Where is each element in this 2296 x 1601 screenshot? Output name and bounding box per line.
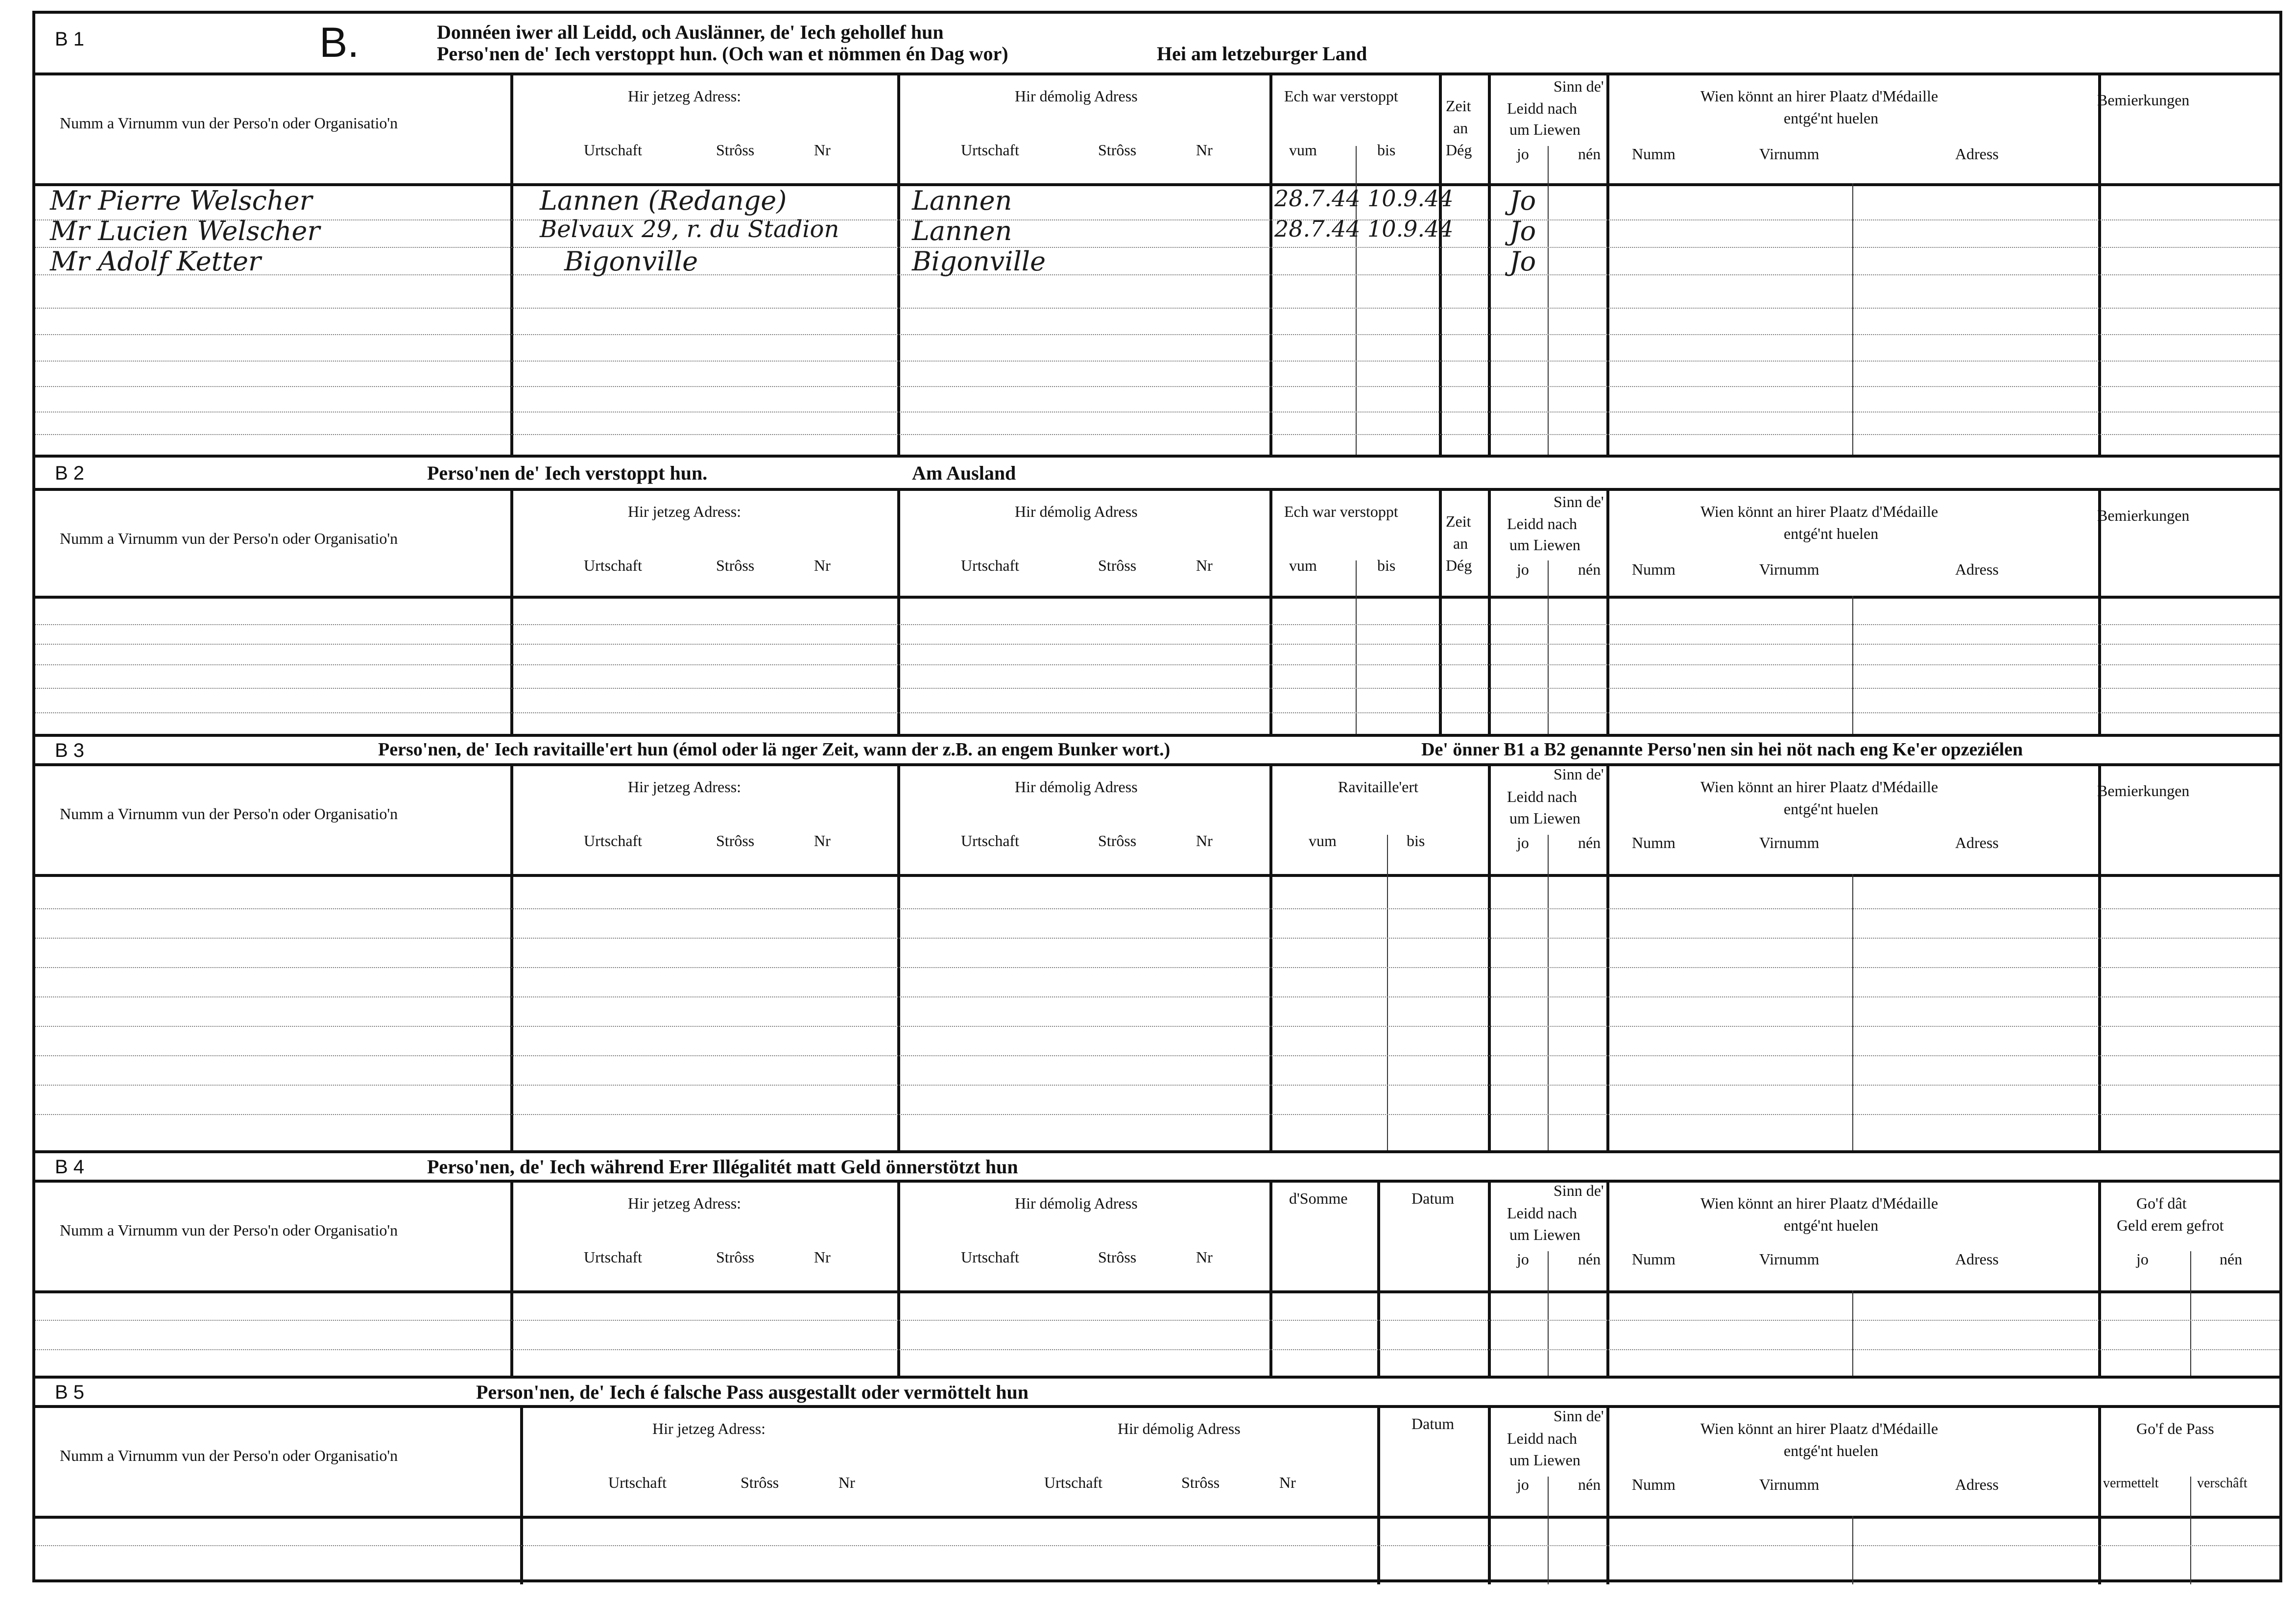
urtschaft-label: Urtschaft: [584, 832, 643, 849]
urtschaft-label: Urtschaft: [584, 557, 643, 574]
section-b2: [35, 455, 2279, 737]
alive-label-1: Sinn de': [1554, 765, 1604, 783]
name-col-label: Numm a Virnumm vun der Perso'n oder Organisatio'n: [60, 1221, 398, 1239]
section-b2-id: B 2: [55, 462, 85, 484]
alive-label-3: um Liewen: [1509, 536, 1580, 554]
nr-label: Nr: [1196, 557, 1213, 574]
medal-label-1: Wien könnt an hirer Plaatz d'Médaille: [1700, 1194, 1938, 1212]
entry-former-address: Bigonville: [912, 246, 1046, 277]
section-b2-subtitle: Am Ausland: [912, 462, 1016, 484]
medal-label-1: Wien könnt an hirer Plaatz d'Médaille: [1700, 778, 1938, 796]
adress-label: Adress: [1955, 1250, 1999, 1268]
section-b1-id: B 1: [55, 28, 85, 50]
urtschaft-label: Urtschaft: [1044, 1474, 1103, 1491]
bis-label: bis: [1407, 832, 1425, 849]
nen-label: nén: [2220, 1250, 2243, 1268]
bis-label: bis: [1377, 141, 1396, 159]
form-sheet: [32, 11, 2282, 1582]
stross-label: Strôss: [1098, 141, 1137, 159]
gof-label-1: Go'f dât: [2136, 1194, 2187, 1212]
current-address-label: Hir jetzeg Adress:: [628, 1194, 741, 1212]
nen-label: nén: [1578, 1250, 1601, 1268]
urtschaft-label: Urtschaft: [608, 1474, 667, 1491]
name-col-label: Numm a Virnumm vun der Perso'n oder Organisatio'n: [60, 114, 398, 132]
nr-label: Nr: [1196, 832, 1213, 849]
entry-name: Mr Adolf Ketter: [50, 246, 261, 277]
form-letter: B.: [319, 19, 359, 66]
stross-label: Strôss: [1098, 832, 1137, 849]
numm-label: Numm: [1632, 1250, 1675, 1268]
section-b3-note: De' önner B1 a B2 genannte Perso'nen sin hei nöt nach eng Ke'er opzeziélen: [1421, 739, 2023, 760]
current-address-label: Hir jetzeg Adress:: [628, 87, 741, 105]
date-label: Datum: [1411, 1415, 1455, 1432]
former-address-label: Hir démolig Adress: [1015, 778, 1138, 796]
alive-label-1: Sinn de': [1554, 1407, 1604, 1425]
current-address-label: Hir jetzeg Adress:: [628, 503, 741, 520]
entry-current-address: Bigonville: [564, 246, 698, 277]
alive-label-3: um Liewen: [1509, 121, 1580, 138]
form-headline-3: Hei am letzeburger Land: [1157, 43, 1367, 65]
nr-label: Nr: [838, 1474, 855, 1491]
stross-label: Strôss: [741, 1474, 779, 1491]
medal-label-2: entgé'nt huelen: [1784, 1442, 1879, 1459]
entry-hidden-to: 10.9.44: [1367, 216, 1454, 242]
urtschaft-label: Urtschaft: [584, 1248, 643, 1266]
hidden-label: Ech war verstoppt: [1284, 87, 1398, 105]
adress-label: Adress: [1955, 145, 1999, 163]
gof-pass-label: Go'f de Pass: [2136, 1420, 2214, 1437]
medal-label-1: Wien könnt an hirer Plaatz d'Médaille: [1700, 87, 1938, 105]
former-address-label: Hir démolig Adress: [1015, 503, 1138, 520]
entry-name: Mr Lucien Welscher: [50, 216, 320, 246]
zeit-label-3: Dég: [1446, 557, 1472, 574]
name-col-label: Numm a Virnumm vun der Perso'n oder Organisatio'n: [60, 1447, 398, 1464]
section-b2-title: Perso'nen de' Iech verstoppt hun.: [427, 462, 708, 484]
urtschaft-label: Urtschaft: [961, 832, 1020, 849]
virnumm-label: Virnumm: [1759, 1250, 1819, 1268]
zeit-label-2: an: [1453, 534, 1468, 552]
section-b4-title: Perso'nen, de' Iech während Erer Illégalitét matt Geld önnerstötzt hun: [427, 1156, 1018, 1178]
entry-hidden-from: 28.7.44: [1274, 185, 1361, 212]
entry-hidden-to: 10.9.44: [1367, 185, 1454, 212]
stross-label: Strôss: [716, 832, 755, 849]
medal-label-2: entgé'nt huelen: [1784, 800, 1879, 818]
adress-label: Adress: [1955, 1476, 1999, 1493]
former-address-label: Hir démolig Adress: [1015, 1194, 1138, 1212]
date-label: Datum: [1411, 1189, 1455, 1207]
remarks-label: Bemierkungen: [2097, 782, 2190, 800]
verschaft-label: verschâft: [2197, 1476, 2248, 1491]
bis-label: bis: [1377, 557, 1396, 574]
jo-label: jo: [2136, 1250, 2149, 1268]
nr-label: Nr: [814, 141, 831, 159]
former-address-label: Hir démolig Adress: [1118, 1420, 1241, 1437]
alive-label-2: Leidd nach: [1507, 788, 1578, 805]
zeit-label-1: Zeit: [1446, 97, 1471, 115]
alive-label-1: Sinn de': [1554, 493, 1604, 510]
section-b1: [35, 14, 2279, 455]
adress-label: Adress: [1955, 560, 1999, 578]
alive-label-3: um Liewen: [1509, 1451, 1580, 1469]
numm-label: Numm: [1632, 560, 1675, 578]
adress-label: Adress: [1955, 834, 1999, 851]
name-col-label: Numm a Virnumm vun der Perso'n oder Organisatio'n: [60, 530, 398, 547]
nr-label: Nr: [1196, 1248, 1213, 1266]
virnumm-label: Virnumm: [1759, 834, 1819, 851]
sum-label: d'Somme: [1289, 1189, 1348, 1207]
nr-label: Nr: [814, 557, 831, 574]
section-b3-id: B 3: [55, 740, 85, 761]
urtschaft-label: Urtschaft: [961, 1248, 1020, 1266]
alive-label-2: Leidd nach: [1507, 515, 1578, 533]
virnumm-label: Virnumm: [1759, 1476, 1819, 1493]
remarks-label: Bemierkungen: [2097, 507, 2190, 524]
stross-label: Strôss: [716, 557, 755, 574]
nen-label: nén: [1578, 1476, 1601, 1493]
ravitailleert-label: Ravitaille'ert: [1338, 778, 1418, 796]
numm-label: Numm: [1632, 1476, 1675, 1493]
virnumm-label: Virnumm: [1759, 560, 1819, 578]
entry-former-address: Lannen: [912, 185, 1012, 216]
entry-current-address: Lannen (Redange): [540, 185, 787, 216]
nr-label: Nr: [1279, 1474, 1296, 1491]
entry-current-address: Belvaux 29, r. du Stadion: [540, 216, 839, 243]
stross-label: Strôss: [716, 141, 755, 159]
section-b4: [35, 1150, 2279, 1379]
zeit-label-2: an: [1453, 119, 1468, 137]
nen-label: nén: [1578, 145, 1601, 163]
jo-label: jo: [1517, 145, 1529, 163]
medal-label-1: Wien könnt an hirer Plaatz d'Médaille: [1700, 1420, 1938, 1437]
jo-label: jo: [1517, 560, 1529, 578]
medal-label-2: entgé'nt huelen: [1784, 525, 1879, 542]
zeit-label-1: Zeit: [1446, 512, 1471, 530]
section-b1-header: [35, 73, 2279, 186]
alive-label-3: um Liewen: [1509, 809, 1580, 827]
entry-alive: Jo: [1509, 216, 1536, 246]
medal-label-2: entgé'nt huelen: [1784, 1216, 1879, 1234]
alive-label-2: Leidd nach: [1507, 1430, 1578, 1447]
jo-label: jo: [1517, 1476, 1529, 1493]
section-b5: [35, 1376, 2279, 1584]
nr-label: Nr: [1196, 141, 1213, 159]
form-headline-2: Perso'nen de' Iech verstoppt hun. (Och wan et nömmen én Dag wor): [437, 43, 1008, 65]
nr-label: Nr: [814, 832, 831, 849]
alive-label-2: Leidd nach: [1507, 1204, 1578, 1222]
entry-name: Mr Pierre Welscher: [50, 185, 312, 216]
section-b3-title: Perso'nen, de' Iech ravitaille'ert hun (émol oder lä nger Zeit, wann der z.B. an engem Bunker wort.): [378, 739, 1171, 760]
current-address-label: Hir jetzeg Adress:: [652, 1420, 766, 1437]
section-b4-id: B 4: [55, 1156, 85, 1178]
entry-former-address: Lannen: [912, 216, 1012, 246]
numm-label: Numm: [1632, 145, 1675, 163]
zeit-label-3: Dég: [1446, 141, 1472, 159]
alive-label-1: Sinn de': [1554, 77, 1604, 95]
name-col-label: Numm a Virnumm vun der Perso'n oder Organisatio'n: [60, 805, 398, 823]
section-b1-title-bar: [35, 14, 2279, 75]
form-headline-1: Donnéen iwer all Leidd, och Auslänner, de' Iech gehollef hun: [437, 21, 944, 43]
stross-label: Strôss: [1098, 557, 1137, 574]
section-b5-title: Person'nen, de' Iech é falsche Pass ausgestallt oder vermöttelt hun: [476, 1381, 1029, 1403]
nen-label: nén: [1578, 560, 1601, 578]
medal-label-1: Wien könnt an hirer Plaatz d'Médaille: [1700, 503, 1938, 520]
vermettelt-label: vermettelt: [2103, 1476, 2159, 1491]
entry-hidden-from: 28.7.44: [1274, 216, 1361, 242]
alive-label-3: um Liewen: [1509, 1226, 1580, 1243]
current-address-label: Hir jetzeg Adress:: [628, 778, 741, 796]
entry-alive: Jo: [1509, 185, 1536, 216]
alive-label-2: Leidd nach: [1507, 99, 1578, 117]
jo-label: jo: [1517, 834, 1529, 851]
vum-label: vum: [1289, 557, 1317, 574]
entry-alive: Jo: [1509, 246, 1536, 277]
stross-label: Strôss: [1098, 1248, 1137, 1266]
alive-label-1: Sinn de': [1554, 1182, 1604, 1199]
vum-label: vum: [1289, 141, 1317, 159]
gof-label-2: Geld erem gefrot: [2117, 1216, 2224, 1234]
section-b3: [35, 734, 2279, 1153]
medal-label-2: entgé'nt huelen: [1784, 109, 1879, 127]
virnumm-label: Virnumm: [1759, 145, 1819, 163]
jo-label: jo: [1517, 1250, 1529, 1268]
remarks-label: Bemierkungen: [2097, 91, 2190, 109]
urtschaft-label: Urtschaft: [961, 141, 1020, 159]
former-address-label: Hir démolig Adress: [1015, 87, 1138, 105]
urtschaft-label: Urtschaft: [584, 141, 643, 159]
section-b5-id: B 5: [55, 1382, 85, 1403]
hidden-label: Ech war verstoppt: [1284, 503, 1398, 520]
nen-label: nén: [1578, 834, 1601, 851]
urtschaft-label: Urtschaft: [961, 557, 1020, 574]
vum-label: vum: [1309, 832, 1337, 849]
numm-label: Numm: [1632, 834, 1675, 851]
stross-label: Strôss: [716, 1248, 755, 1266]
stross-label: Strôss: [1181, 1474, 1220, 1491]
nr-label: Nr: [814, 1248, 831, 1266]
